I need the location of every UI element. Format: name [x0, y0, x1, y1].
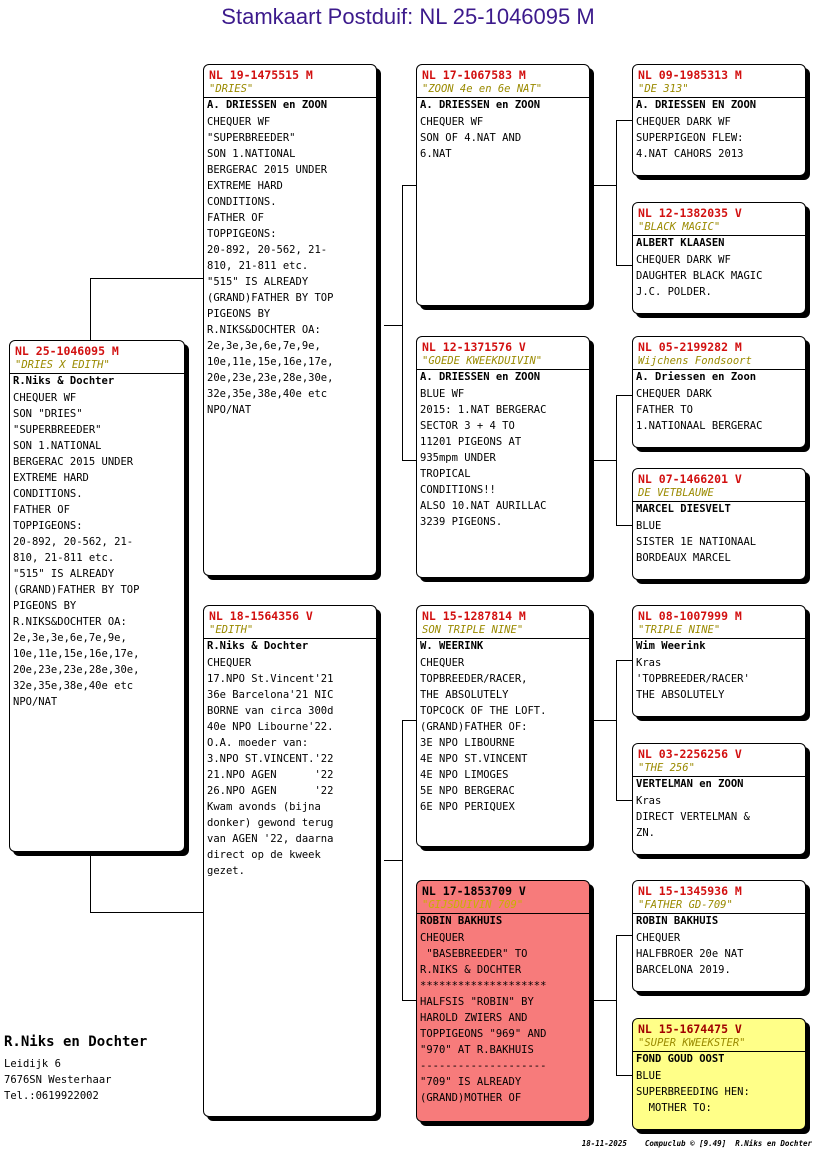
pigeon-name: "ZOON 4e en 6e NAT" — [417, 83, 589, 98]
pigeon-info-line: 810, 21-811 etc. — [207, 260, 309, 272]
pigeon-name: "BLACK MAGIC" — [633, 221, 805, 236]
pigeon-info-line: NPO/NAT — [13, 696, 58, 708]
footer-credit: 18-11-2025 Compuclub © [9.49] R.Niks en Dochter — [581, 1139, 812, 1148]
pedigree-card-mother[interactable] — [203, 605, 377, 1117]
pigeon-info-line: "SUPERBREEDER" — [207, 132, 296, 144]
connector-line — [616, 120, 617, 265]
pigeon-info-line: 810, 21-811 etc. — [13, 552, 115, 564]
pigeon-info-line: CHEQUER WF — [420, 116, 484, 128]
pigeon-info-line: HALFBROER 20e NAT — [636, 948, 744, 960]
pigeon-info-line: 20-892, 20-562, 21- — [207, 244, 328, 256]
pigeon-info-line: SON 1.NATIONAL — [13, 440, 102, 452]
pigeon-info-line: SON 1.NATIONAL — [207, 148, 296, 160]
pedigree-card-subject[interactable] — [9, 340, 185, 852]
pigeon-info-line: SUPERPIGEON FLEW: — [636, 132, 744, 144]
connector-line — [590, 720, 616, 721]
connector-line — [402, 185, 417, 186]
pedigree-card-mf[interactable] — [416, 605, 590, 847]
pigeon-info-line: CHEQUER DARK WF — [636, 254, 731, 266]
pigeon-info-line: TOPPIGEONS: — [207, 228, 277, 240]
pigeon-info-line: CONDITIONS!! — [420, 484, 496, 496]
pigeon-info-line: MOTHER TO: — [636, 1102, 712, 1114]
pigeon-info-line: R.NIKS & DOCHTER — [420, 964, 522, 976]
pigeon-name: Wijchens Fondsoort — [633, 355, 805, 370]
ring-number: NL 07-1466201 V — [638, 472, 742, 486]
connector-line — [616, 395, 617, 525]
ring-number: NL 25-1046095 M — [15, 344, 119, 358]
pedigree-card-ff[interactable] — [416, 64, 590, 306]
pigeon-info-line: "970" AT R.BAKHUIS — [420, 1044, 534, 1056]
pedigree-card-mmm[interactable] — [632, 1018, 806, 1130]
pigeon-info-line: 3E NPO LIBOURNE — [420, 737, 515, 749]
pigeon-name: "DE 313" — [633, 83, 805, 98]
connector-line — [616, 800, 633, 801]
pigeon-name: "GOEDE KWEEKDUIVIN" — [417, 355, 589, 370]
connector-line — [616, 120, 633, 121]
connector-line — [384, 325, 402, 326]
breeder-name: R.Niks en Dochter — [4, 1034, 148, 1050]
pigeon-info-line: "515" IS ALREADY — [207, 276, 309, 288]
pigeon-info-line: "515" IS ALREADY — [13, 568, 115, 580]
pigeon-info-line: BERGERAC 2015 UNDER — [207, 164, 328, 176]
page-title: Stamkaart Postduif: NL 25-1046095 M — [221, 4, 595, 29]
ring-number: NL 18-1564356 V — [209, 609, 313, 623]
pigeon-info-line: 1.NATIONAAL BERGERAC — [636, 420, 763, 432]
pigeon-info-line: "709" IS ALREADY — [420, 1076, 522, 1088]
pigeon-info-line: 4E NPO ST.VINCENT — [420, 753, 528, 765]
ring-number: NL 08-1007999 M — [638, 609, 742, 623]
pigeon-info-line: HALFSIS "ROBIN" BY — [420, 996, 534, 1008]
pigeon-info-line: 935mpm UNDER — [420, 452, 496, 464]
pigeon-info-line: 5E NPO BERGERAC — [420, 785, 515, 797]
pigeon-info-line: gezet. — [207, 865, 245, 877]
pigeon-info-line: FATHER OF — [207, 212, 264, 224]
pigeon-info-line: PIGEONS BY — [13, 600, 77, 612]
pigeon-owner: FOND GOUD OOST — [636, 1053, 725, 1065]
pigeon-name: DE VETBLAUWE — [633, 487, 805, 502]
ring-number: NL 12-1382035 V — [638, 206, 742, 220]
connector-line — [384, 860, 402, 861]
connector-line — [90, 852, 91, 912]
pigeon-info-line: (GRAND)FATHER OF: — [420, 721, 528, 733]
pigeon-info-line: Kras — [636, 795, 662, 807]
connector-line — [616, 1075, 633, 1076]
pigeon-owner: A. Driessen en Zoon — [636, 371, 757, 383]
pigeon-owner: ROBIN BAKHUIS — [636, 915, 719, 927]
pigeon-info-line: 36e Barcelona'21 NIC — [207, 689, 334, 701]
breeder-phone: Tel.:0619922002 — [4, 1090, 99, 1102]
pigeon-owner: Wim Weerink — [636, 640, 706, 652]
pigeon-info-line: FATHER TO — [636, 404, 693, 416]
pigeon-info-line: BLUE WF — [420, 388, 465, 400]
pedigree-card-fmm[interactable] — [632, 468, 806, 580]
pigeon-info-line: 32e,35e,38e,40e etc — [13, 680, 134, 692]
pigeon-info-line: SON OF 4.NAT AND — [420, 132, 522, 144]
pedigree-card-mfm[interactable] — [632, 743, 806, 855]
pigeon-info-line: SON "DRIES" — [13, 408, 83, 420]
pigeon-name: "GIJSDUIVIN 709" — [417, 899, 589, 914]
pedigree-card-fmf[interactable] — [632, 336, 806, 448]
ring-number: NL 15-1287814 M — [422, 609, 526, 623]
pigeon-name: "SUPER KWEEKSTER" — [633, 1037, 805, 1052]
pigeon-info-line: TOPBREEDER/RACER, — [420, 673, 528, 685]
connector-line — [616, 935, 633, 936]
pigeon-owner: MARCEL DIESVELT — [636, 503, 731, 515]
pigeon-info-line: (GRAND)FATHER BY TOP — [13, 584, 140, 596]
pedigree-card-ffm[interactable] — [632, 202, 806, 314]
pigeon-info-line: 3239 PIGEONS. — [420, 516, 503, 528]
pigeon-info-line: "BASEBREEDER" TO — [420, 948, 528, 960]
breeder-info — [4, 1034, 147, 1104]
pigeon-info-line: 10e,11e,15e,16e,17e, — [207, 356, 334, 368]
pigeon-info-line: "SUPERBREEDER" — [13, 424, 102, 436]
pigeon-info-line: Kras — [636, 657, 662, 669]
pigeon-owner: W. WEERINK — [420, 640, 484, 652]
pigeon-info-line: direct op de kweek — [207, 849, 321, 861]
pigeon-info-line: 17.NPO St.Vincent'21 — [207, 673, 334, 685]
pigeon-info-line: O.A. moeder van: — [207, 737, 309, 749]
connector-line — [616, 660, 617, 800]
pigeon-info-line: THE ABSOLUTELY — [420, 689, 509, 701]
pigeon-info-line: van AGEN '22, daarna — [207, 833, 334, 845]
pigeon-info-line: TOPPIGEONS "969" AND — [420, 1028, 547, 1040]
pigeon-owner: VERTELMAN en ZOON — [636, 778, 744, 790]
pigeon-info-line: SECTOR 3 + 4 TO — [420, 420, 515, 432]
pigeon-info-line: 11201 PIGEONS AT — [420, 436, 522, 448]
connector-line — [402, 720, 403, 1000]
pigeon-info-line: CHEQUER DARK — [636, 388, 712, 400]
pigeon-info-line: (GRAND)FATHER BY TOP — [207, 292, 334, 304]
ring-number: NL 15-1674475 V — [638, 1022, 742, 1036]
pigeon-info-line: CHEQUER — [636, 932, 681, 944]
pigeon-info-line: TOPCOCK OF THE LOFT. — [420, 705, 547, 717]
pigeon-info-line: SISTER 1E NATIONAAL — [636, 536, 757, 548]
pigeon-info-line: TOPPIGEONS: — [13, 520, 83, 532]
pigeon-owner: ALBERT KLAASEN — [636, 237, 725, 249]
pigeon-info-line: SUPERBREEDING HEN: — [636, 1086, 750, 1098]
pigeon-info-line: BARCELONA 2019. — [636, 964, 731, 976]
connector-line — [590, 185, 616, 186]
pedigree-card-mff[interactable] — [632, 605, 806, 717]
connector-line — [616, 395, 633, 396]
pigeon-info-line: 2e,3e,3e,6e,7e,9e, — [207, 340, 321, 352]
connector-line — [402, 460, 417, 461]
connector-line — [590, 460, 616, 461]
pigeon-info-line: BLUE — [636, 520, 662, 532]
pigeon-info-line: J.C. POLDER. — [636, 286, 712, 298]
pigeon-info-line: BLUE — [636, 1070, 662, 1082]
pigeon-info-line: 2e,3e,3e,6e,7e,9e, — [13, 632, 127, 644]
ring-number: NL 03-2256256 V — [638, 747, 742, 761]
pigeon-info-line: CONDITIONS. — [207, 196, 277, 208]
pigeon-owner: R.Niks & Dochter — [207, 640, 309, 652]
connector-line — [402, 185, 403, 460]
pigeon-info-line: R.NIKS&DOCHTER OA: — [13, 616, 127, 628]
pigeon-info-line: CHEQUER DARK WF — [636, 116, 731, 128]
pigeon-info-line: BERGERAC 2015 UNDER — [13, 456, 134, 468]
pigeon-info-line: BORNE van circa 300d — [207, 705, 334, 717]
ring-number: NL 17-1067583 M — [422, 68, 526, 82]
pedigree-card-fff[interactable] — [632, 64, 806, 176]
ring-number: NL 19-1475515 M — [209, 68, 313, 82]
breeder-address: Leidijk 6 — [4, 1058, 61, 1070]
pigeon-info-line: ******************** — [420, 980, 547, 992]
connector-line — [616, 660, 633, 661]
pigeon-owner: A. DRIESSEN EN ZOON — [636, 99, 757, 111]
pigeon-name: "EDITH" — [204, 624, 376, 639]
pigeon-info-line: 4.NAT CAHORS 2013 — [636, 148, 744, 160]
pigeon-info-line: BORDEAUX MARCEL — [636, 552, 731, 564]
pigeon-owner: A. DRIESSEN en ZOON — [420, 371, 541, 383]
connector-line — [402, 720, 417, 721]
pedigree-card-mm[interactable] — [416, 880, 590, 1122]
pigeon-info-line: 26.NPO AGEN '22 — [207, 785, 334, 797]
pigeon-name: "DRIES" — [204, 83, 376, 98]
connector-line — [90, 278, 91, 340]
pigeon-info-line: 40e NPO Libourne'22. — [207, 721, 334, 733]
pigeon-info-line: CHEQUER WF — [13, 392, 77, 404]
ring-number: NL 17-1853709 V — [422, 884, 526, 898]
pigeon-name: SON TRIPLE NINE" — [417, 624, 589, 639]
connector-line — [90, 912, 204, 913]
pigeon-info-line: FATHER OF — [13, 504, 70, 516]
pigeon-info-line: TROPICAL — [420, 468, 471, 480]
ring-number: NL 05-2199282 M — [638, 340, 742, 354]
pigeon-owner: A. DRIESSEN en ZOON — [207, 99, 328, 111]
pigeon-name: "FATHER GD-709" — [633, 899, 805, 914]
pigeon-owner: ROBIN BAKHUIS — [420, 915, 503, 927]
pigeon-info-line: PIGEONS BY — [207, 308, 271, 320]
pigeon-info-line: 20-892, 20-562, 21- — [13, 536, 134, 548]
pigeon-info-line: 3.NPO ST.VINCENT.'22 — [207, 753, 334, 765]
connector-line — [616, 265, 633, 266]
pigeon-info-line: CONDITIONS. — [13, 488, 83, 500]
pigeon-info-line: EXTREME HARD — [207, 180, 283, 192]
pigeon-name: "DRIES X EDITH" — [10, 359, 184, 374]
pigeon-info-line: DIRECT VERTELMAN & — [636, 811, 750, 823]
pigeon-info-line: NPO/NAT — [207, 404, 252, 416]
connector-line — [616, 935, 617, 1075]
connector-line — [90, 278, 204, 279]
pigeon-info-line: HAROLD ZWIERS AND — [420, 1012, 528, 1024]
pigeon-name: "TRIPLE NINE" — [633, 624, 805, 639]
pigeon-info-line: 10e,11e,15e,16e,17e, — [13, 648, 140, 660]
pigeon-info-line: CHEQUER — [420, 932, 465, 944]
pedigree-card-fm[interactable] — [416, 336, 590, 578]
pigeon-info-line: 6E NPO PERIQUEX — [420, 801, 515, 813]
pigeon-info-line: 20e,23e,23e,28e,30e, — [13, 664, 140, 676]
pigeon-info-line: 'TOPBREEDER/RACER' — [636, 673, 750, 685]
ring-number: NL 09-1985313 M — [638, 68, 742, 82]
pigeon-owner: A. DRIESSEN en ZOON — [420, 99, 541, 111]
pedigree-card-father[interactable] — [203, 64, 377, 576]
ring-number: NL 12-1371576 V — [422, 340, 526, 354]
pedigree-card-mmf[interactable] — [632, 880, 806, 992]
connector-line — [590, 1000, 616, 1001]
pigeon-info-line: 4E NPO LIMOGES — [420, 769, 509, 781]
connector-line — [402, 1000, 417, 1001]
pigeon-info-line: 21.NPO AGEN '22 — [207, 769, 334, 781]
pigeon-info-line: ZN. — [636, 827, 655, 839]
pigeon-name: "THE 256" — [633, 762, 805, 777]
pigeon-info-line: -------------------- — [420, 1060, 547, 1072]
pigeon-info-line: CHEQUER — [420, 657, 465, 669]
pigeon-info-line: 2015: 1.NAT BERGERAC — [420, 404, 547, 416]
pigeon-info-line: R.NIKS&DOCHTER OA: — [207, 324, 321, 336]
connector-line — [616, 525, 633, 526]
breeder-city: 7676SN Westerhaar — [4, 1074, 112, 1086]
pigeon-info-line: THE ABSOLUTELY — [636, 689, 725, 701]
pigeon-info-line: (GRAND)MOTHER OF — [420, 1092, 522, 1104]
pigeon-info-line: EXTREME HARD — [13, 472, 89, 484]
pigeon-info-line: donker) gewond terug — [207, 817, 334, 829]
pigeon-info-line: ALSO 10.NAT AURILLAC — [420, 500, 547, 512]
pigeon-owner: R.Niks & Dochter — [13, 375, 115, 387]
pigeon-info-line: CHEQUER WF — [207, 116, 271, 128]
ring-number: NL 15-1345936 M — [638, 884, 742, 898]
pigeon-info-line: DAUGHTER BLACK MAGIC — [636, 270, 763, 282]
pigeon-info-line: 32e,35e,38e,40e etc — [207, 388, 328, 400]
pigeon-info-line: CHEQUER — [207, 657, 252, 669]
pigeon-info-line: Kwam avonds (bijna — [207, 801, 321, 813]
pigeon-info-line: 6.NAT — [420, 148, 452, 160]
pigeon-info-line: 20e,23e,23e,28e,30e, — [207, 372, 334, 384]
